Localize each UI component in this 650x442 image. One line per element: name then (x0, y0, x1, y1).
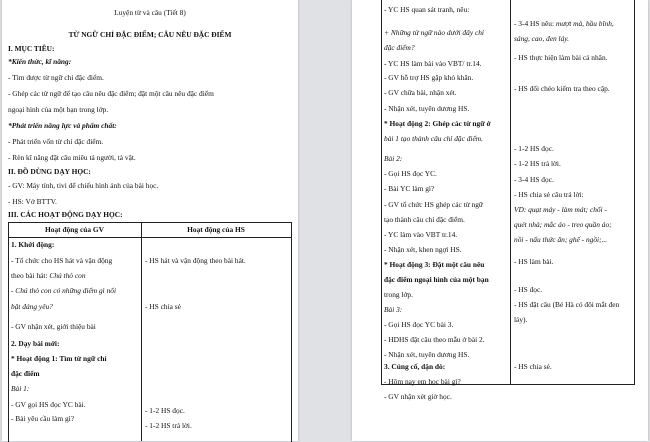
text-line: - Rèn kĩ năng đặt câu miêu tả người, tả vật. (8, 153, 136, 162)
row-text: - Chú thỏ con có những điểm gì nổi (11, 286, 117, 295)
text-line: - Phát triển vốn từ chỉ đặc điểm. (8, 137, 104, 146)
subsection-competence: *Phát triển năng lực và phẩm chất: (8, 121, 117, 130)
text-line: - HS: Vở BTTV. (8, 197, 57, 206)
page-2 (352, 0, 648, 441)
row-text: VD: quạt máy - làm mát; chổi - (514, 205, 607, 214)
row-text: - HS làm bài. (514, 257, 554, 266)
row-text: trong lớp. (384, 290, 413, 299)
row-text: theo bài hát: Chú thỏ con (11, 271, 86, 280)
subsection-knowledge: *Kiến thức, kĩ năng: (8, 57, 72, 66)
row-text: Bài 3: (384, 305, 403, 314)
row-text: bài 1 tạo thành câu chỉ đặc điểm. (384, 134, 483, 143)
row-text: đặc điểm ngoại hình của một bạn (384, 275, 489, 284)
row-text: - HS hát và vận động theo bài hát. (145, 256, 246, 265)
row-text: - HDHS đặt câu theo mẫu ở bài 2. (384, 335, 485, 344)
row-text: - 3-4 HS đọc. (514, 175, 554, 184)
row-text: - HS chia sẻ (145, 302, 181, 311)
row-text: - GV nhận xét giờ học. (384, 392, 452, 401)
row-text: đặc điểm? (384, 43, 415, 52)
row-text: - 1-2 HS trả lời. (145, 421, 192, 430)
header-divider (8, 237, 291, 238)
row-text: 3. Củng cố, dặn dò: (384, 362, 446, 371)
row-text: - Gọi HS đọc YC bài 3. (384, 320, 454, 329)
row-text: * Hoạt động 3: Đặt một câu nêu (384, 260, 485, 269)
row-text: - HS thực hiện làm bài cá nhân. (514, 53, 608, 62)
row-text: - HS đọc. (514, 285, 543, 294)
row-text: - HS đổi chéo kiểm tra theo cặp. (514, 84, 610, 93)
row-text: bật đáng yêu? (11, 302, 53, 311)
row-text: - HS chia sẻ câu trả lời: (514, 190, 584, 199)
row-text: - Bài yêu cầu làm gì? (11, 414, 75, 423)
text-line: ngoại hình của một bạn trong lớp. (8, 105, 109, 114)
row-text: - Nhận xét, khen ngợi HS. (384, 245, 462, 254)
row-text: - Gọi HS đọc YC. (384, 169, 437, 178)
row-text: - GV gọi HS đọc YC bài. (11, 400, 86, 409)
page-1 (2, 0, 298, 441)
row-text: - 1-2 HS đọc. (145, 406, 185, 415)
row-text: 2. Dạy bài mới: (11, 339, 60, 348)
row-text: - HS đặt câu (Bé Hà có đôi mắt đen (514, 300, 620, 309)
column-divider (510, 0, 511, 385)
row-text: - GV hỗ trợ HS gặp khó khăn. (384, 73, 474, 82)
row-text: tạo thành câu chỉ đặc điểm. (384, 215, 465, 224)
row-text: sáng, cao, đen láy. (514, 34, 570, 43)
row-text: - 1-2 HS trả lời. (514, 159, 561, 168)
row-text: - Bài YC làm gì? (384, 184, 435, 193)
row-text: - 3-4 HS nêu: mượt mà, bầu bĩnh, (514, 19, 614, 28)
row-text: + Những từ ngữ nào dưới đây chỉ (384, 28, 484, 37)
header-student: Hoạt động của HS (187, 225, 245, 234)
row-text: - Nhận xét, tuyên dương HS. (384, 350, 470, 359)
row-text: - Nhận xét, tuyên dương HS. (384, 104, 470, 113)
row-text: - 1-2 HS đọc. (514, 144, 554, 153)
row-text: - Hôm nay em học bài gì? (384, 377, 461, 386)
row-text: đặc điểm (11, 369, 40, 378)
text-line: - Tìm được từ ngữ chỉ đặc điểm. (8, 73, 104, 82)
row-text: - GV chữa bài, nhận xét. (384, 88, 457, 97)
row-text: - YC làm vào VBT tr.14. (384, 230, 458, 239)
row-text: * Hoạt động 2: Ghép các từ ngữ ở (384, 119, 491, 128)
section-activities: III. CÁC HOẠT ĐỘNG DẠY HỌC: (8, 210, 123, 219)
header-teacher: Hoạt động của GV (45, 225, 104, 234)
row-text: nồi - nấu thức ăn; ghế - ngồi;... (514, 235, 608, 244)
row-text: - YC HS quan sát tranh, nêu: (384, 5, 470, 14)
text-line: - GV: Máy tính, tivi để chiếu hình ảnh của bài học. (8, 181, 159, 190)
row-text: Bài 2: (384, 154, 403, 163)
row-text: quét nhà; mắc áo - treo quần áo; (514, 220, 612, 229)
row-text: láy). (514, 315, 528, 324)
section-materials: II. ĐỒ DÙNG DẠY HỌC: (8, 167, 91, 176)
row-text: 1. Khởi động: (11, 240, 55, 249)
row-text: - HS chia sẻ. (514, 362, 552, 371)
row-text: - GV tổ chức HS ghép các từ ngữ (384, 200, 483, 209)
lesson-heading: TỪ NGỮ CHỈ ĐẶC ĐIỂM; CÂU NÊU ĐẶC ĐIỂM (68, 30, 232, 39)
row-text: - Tổ chức cho HS hát và vận động (11, 256, 113, 265)
row-text: * Hoạt động 1: Tìm từ ngữ chỉ (11, 354, 107, 363)
row-text: - YC HS làm bài vào VBT/ tr.14. (384, 59, 482, 68)
column-divider (141, 222, 142, 441)
row-text: - GV nhận xét, giới thiệu bài (11, 322, 96, 331)
lesson-title: Luyện từ và câu (Tiết 8) (114, 8, 186, 17)
text-line: - Ghép các từ ngữ để tạo câu nêu đặc điểm; đặt một câu nêu đặc điểm (8, 89, 214, 98)
row-text: Bài 1: (11, 384, 30, 393)
section-objectives: I. MỤC TIÊU: (8, 44, 55, 53)
